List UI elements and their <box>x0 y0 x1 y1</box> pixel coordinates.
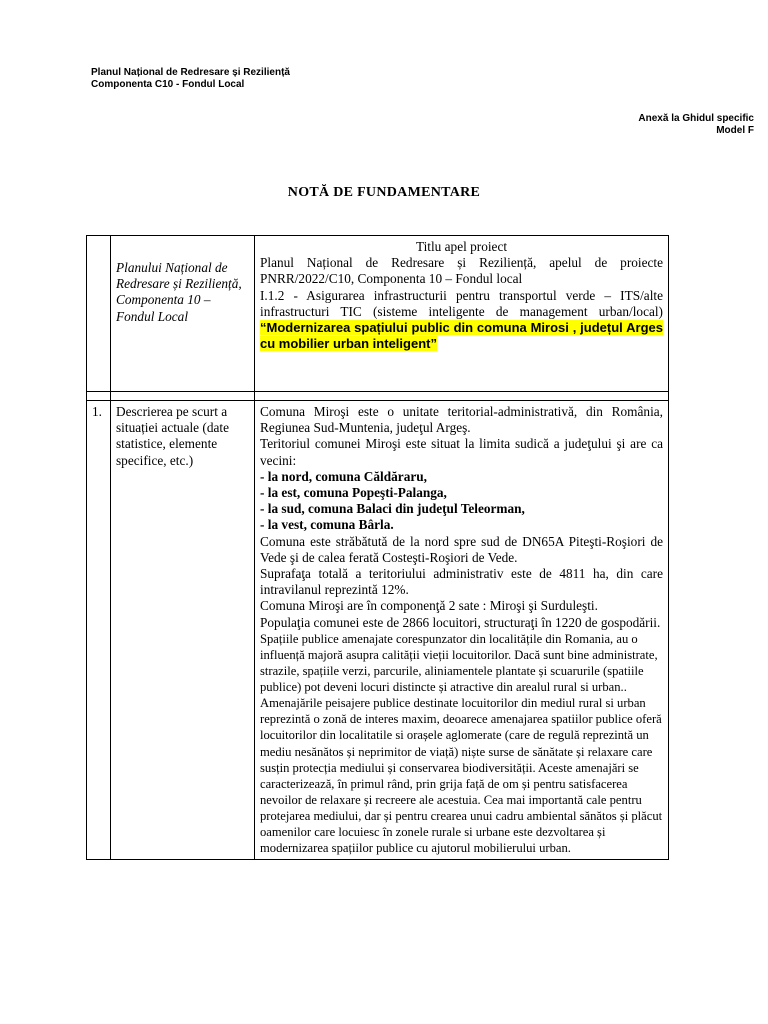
annex-guide: Anexă la Ghidul specific <box>638 113 754 124</box>
program-label: Planului Național de Redresare și Reziliență, Componenta 10 – Fondul Local <box>111 236 255 392</box>
project-name-highlight: “Modernizarea spațiului public din comuna Mirosi , județul Arges cu mobilier urban inteligent” <box>260 320 663 352</box>
document-header <box>91 67 290 91</box>
call-description: Planul Național de Redresare și Reziliență, apelul de proiecte PNRR/2022/C10, Componenta 10 – Fondul local <box>260 255 663 287</box>
row-separator <box>87 392 669 401</box>
document-title: NOTĂ DE FUNDAMENTARE <box>287 185 481 200</box>
paragraph: Suprafaţa totală a teritoriului administrativ este de 4811 ha, din care intravilanul reprezintă 12%. <box>260 566 663 598</box>
table-row <box>87 401 669 860</box>
content-table <box>86 235 669 860</box>
paragraph: Comuna Miroşi este o unitate teritorial-administrativă, din România, Regiunea Sud-Muntenia, judeţul Argeş. <box>260 404 663 436</box>
measure-description <box>260 288 663 353</box>
table-row <box>87 236 669 392</box>
project-title-heading: Titlu apel proiect <box>415 239 508 254</box>
neighbor-west: - la vest, comuna Bârla. <box>260 517 394 533</box>
annex-model: Model F <box>716 125 754 136</box>
paragraph: Comuna Miroşi are în componenţă 2 sate : Miroşi şi Surduleşti. <box>260 598 598 614</box>
neighbor-east: - la est, comuna Popeşti-Palanga, <box>260 485 447 501</box>
row-number-cell <box>87 236 111 392</box>
row-label: Descrierea pe scurt a situației actuale (date statistice, elemente specifice, etc.) <box>111 401 255 860</box>
header-plan-name: Planul Național de Redresare și Reziliență <box>91 67 290 78</box>
paragraph: Spațiile publice amenajate corespunzator din localitățile din Romania, au o influență majoră asupra calității vieții locuitorilor. Dacă sunt bine administrate, strazile, spațiile verzi, parcurile, aliniamentele plantate și scuarurile (spatiile publice) pot deveni locuri distincte și atractive din arealul rural si urban.. Amenajările peisajere publice destinate locuitorilor din mediul rural si urban reprezintă o zonă de interes maxim, deoarece amenajarea spatiilor publice oferă locuitorilor din localitatile si orașele aglomerate (care de regulă reprezintă un mediu nesănătos și neprimitor de viață) niște surse de sănătate și relaxare care susțin protecția mediului și conservarea biodiversității. Aceste amenajări se caracterizează, în primul rând, prin grija față de om și pentru satisfacerea nevoilor de relaxare și recreere ale acestuia. Cea mai importantă cale pentru protejarea mediului, dar și pentru crearea unui cadru ambiental sănătos și plăcut oamenilor care locuiesc în zonele rurale si urbane este dezvoltarea și modernizarea spațiilor publice cu ajutorul mobilierului urban. <box>260 631 663 856</box>
annex-label <box>638 113 754 137</box>
neighbor-north: - la nord, comuna Căldăraru, <box>260 468 427 484</box>
description-cell <box>255 401 669 860</box>
header-component: Componenta C10 - Fondul Local <box>91 79 245 90</box>
paragraph: Comuna este străbătută de la nord spre sud de DN65A Piteşti-Roşiori de Vede şi de calea ferată Costeşti-Roşiori de Vede. <box>260 533 663 565</box>
row-number: 1. <box>87 401 111 860</box>
project-title-cell <box>255 236 669 392</box>
paragraph: Populaţia comunei este de 2866 locuitori, structuraţi în 1220 de gospodării. <box>260 614 661 630</box>
measure-text: I.1.2 - Asigurarea infrastructurii pentru transportul verde – ITS/alte infrastructuri TIC (sisteme inteligente de management urban/local) <box>260 287 663 319</box>
paragraph: Teritoriul comunei Miroşi este situat la limita sudică a judeţului şi are ca vecini: <box>260 436 663 468</box>
neighbor-south: - la sud, comuna Balaci din judeţul Teleorman, <box>260 501 525 517</box>
